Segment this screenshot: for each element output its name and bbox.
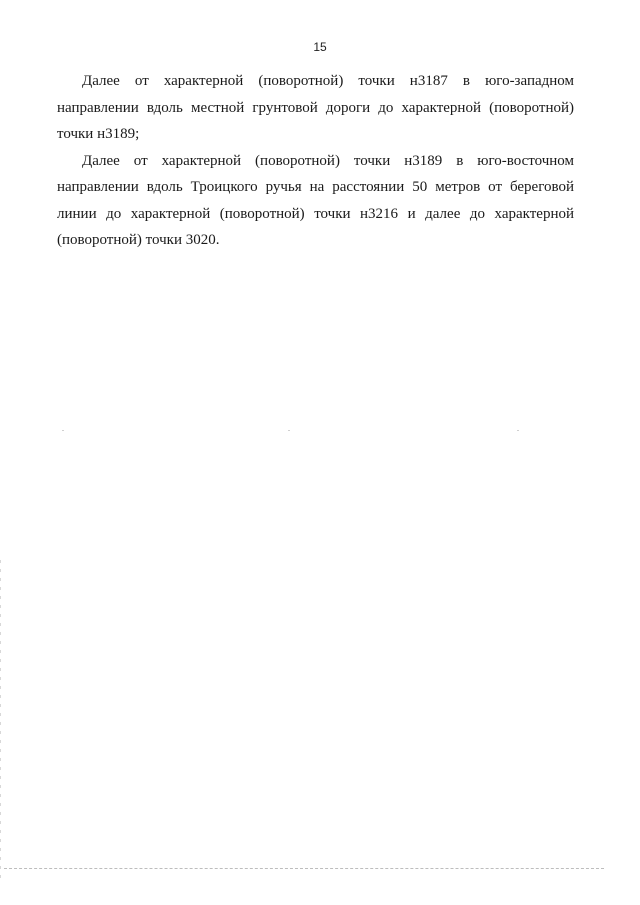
scan-artifact-dots <box>0 430 640 432</box>
paragraph-2: Далее от характерной (поворотной) точки н3189 в юго-восточном направлении вдоль Троицкого ручья на расстоянии 50 метров от береговой линии до характерной (поворотной) точки н3216 и далее до характерной (поворотной) точки 3020. <box>57 152 574 248</box>
paragraph-1: Далее от характерной (поворотной) точки н3187 в юго-западном направлении вдоль местной грунтовой дороги до характерной (поворотной) точки н3189; <box>57 73 574 142</box>
scan-artifact-edge <box>0 560 1 880</box>
page-number: 15 <box>313 40 327 54</box>
document-body <box>57 68 574 254</box>
scan-artifact-line <box>4 868 604 869</box>
